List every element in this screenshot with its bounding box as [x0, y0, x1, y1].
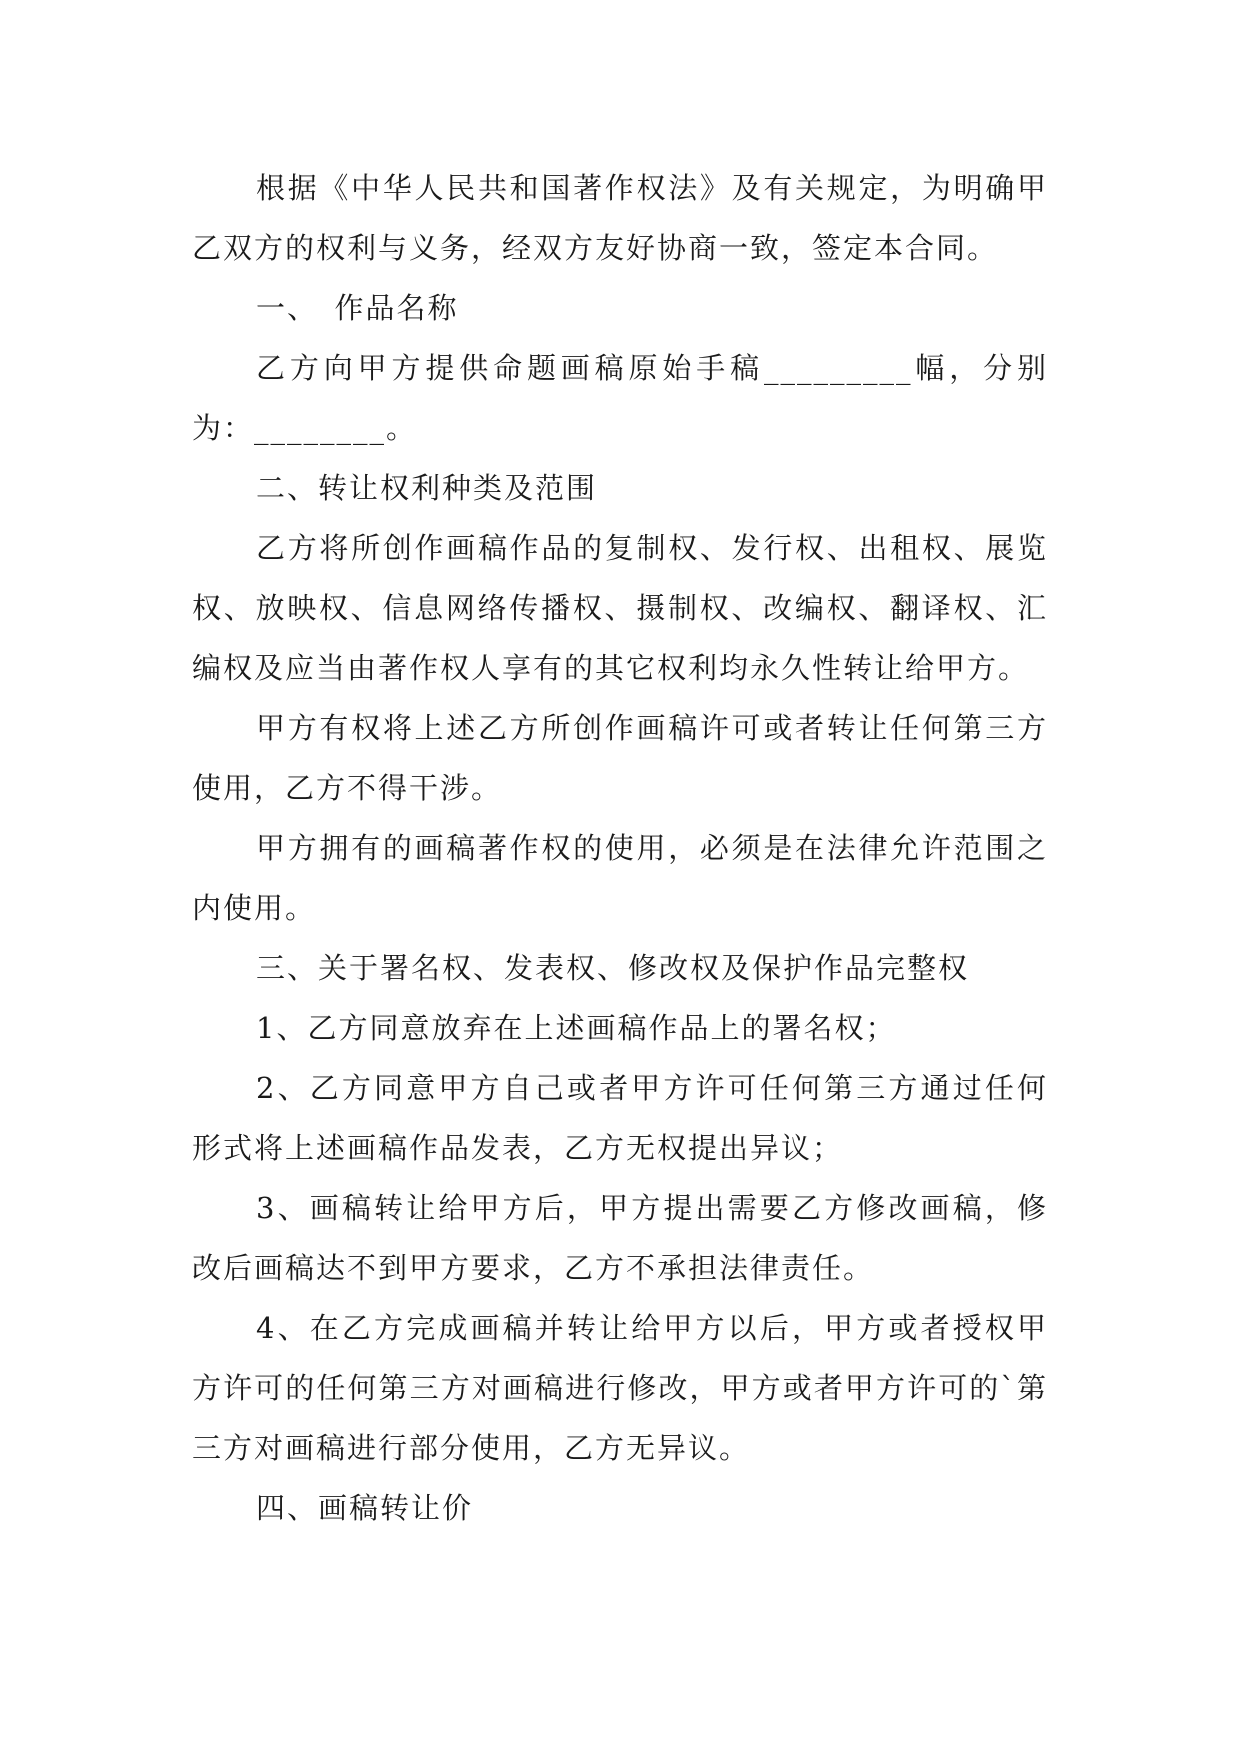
third-party-license-paragraph: 甲方有权将上述乙方所创作画稿许可或者转让任何第三方使用，乙方不得干涉。 — [192, 711, 1048, 805]
section-heading-work-name: 一、 作品名称 — [256, 291, 459, 325]
intro-paragraph: 根据《中华人民共和国著作权法》及有关规定，为明确甲乙双方的权利与义务，经双方友好协商一致，签定本合同。 — [192, 171, 1048, 265]
rights-transfer-paragraph: 乙方将所创作画稿作品的复制权、发行权、出租权、展览权、放映权、信息网络传播权、摄制权、改编权、翻译权、汇编权及应当由著作权人享有的其它权利均永久性转让给甲方。 — [192, 531, 1048, 685]
section-heading-transfer-price: 四、画稿转让价 — [256, 1491, 474, 1525]
clause-3-paragraph: 3、画稿转让给甲方后，甲方提出需要乙方修改画稿，修改后画稿达不到甲方要求，乙方不承担法律责任。 — [192, 1191, 1048, 1285]
document-body — [192, 158, 1048, 1538]
lawful-use-paragraph: 甲方拥有的画稿著作权的使用，必须是在法律允许范围之内使用。 — [192, 831, 1048, 925]
work-name-paragraph: 乙方向甲方提供命题画稿原始手稿_________幅，分别为：________。 — [192, 351, 1048, 445]
clause-4-paragraph: 4、在乙方完成画稿并转让给甲方以后，甲方或者授权甲方许可的任何第三方对画稿进行修改，甲方或者甲方许可的`第三方对画稿进行部分使用，乙方无异议。 — [192, 1311, 1048, 1465]
section-heading-authorship-rights: 三、关于署名权、发表权、修改权及保护作品完整权 — [256, 951, 970, 985]
clause-1-paragraph: 1、乙方同意放弃在上述画稿作品上的署名权； — [256, 1011, 897, 1045]
section-heading-rights-scope: 二、转让权利种类及范围 — [256, 471, 598, 505]
clause-2-paragraph: 2、乙方同意甲方自己或者甲方许可任何第三方通过任何形式将上述画稿作品发表，乙方无权提出异议； — [192, 1071, 1048, 1165]
